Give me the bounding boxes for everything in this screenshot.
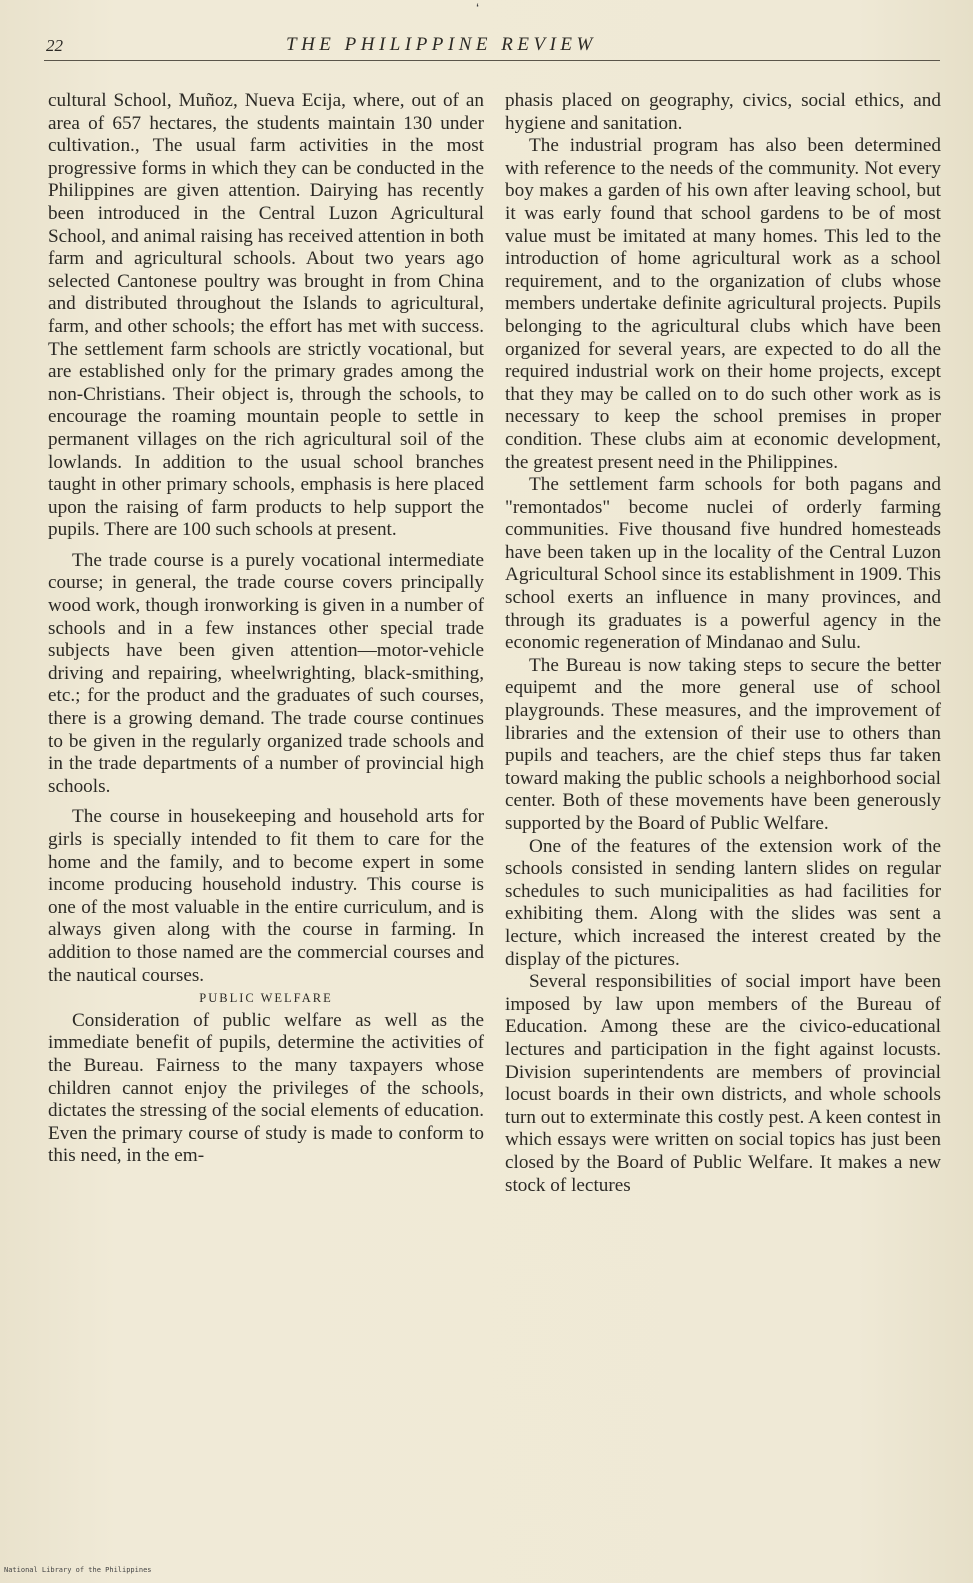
left-column <box>48 90 484 1168</box>
paragraph: phasis placed on geography, civics, social ethics, and hygiene and sanitation. <box>505 90 941 134</box>
paragraph: cultural School, Muñoz, Nueva Ecija, where, out of an area of 657 hectares, the students maintain 130 under cultivation., The usual farm activities in the most progressive forms in which they can be conducted in the Philippines are given attention. Dairying has recently been introduced in the Central Luzon Agricultural School, and animal raising has received attention in both farm and agricultural schools. About two years ago selected Cantonese poultry was brought in from China and distributed throughout the Islands to agricultural, farm, and other schools; the effort has met with success. The settlement farm schools are strictly vocational, but are established only for the primary grades among the non-Christians. Their object is, through the schools, to encourage the roaming mountain people to settle in permanent villages on the rich agricultural soil of the lowlands. In addition to the usual school branches taught in other primary schools, emphasis is here placed upon the raising of farm products to help support the pupils. There are 100 such schools at present. <box>48 90 484 541</box>
paragraph: Consideration of public welfare as well as the immediate benefit of pupils, determine the activities of the Bureau. Fairness to the many taxpayers whose children cannot enjoy the privileges of the schools, dictates the stressing of the social elements of education. Even the primary course of study is made to conform to this need, in the em- <box>48 1009 484 1167</box>
paragraph: The Bureau is now taking steps to secure the better equipemt and the more general use of school playgrounds. These measures, and the improvement of libraries and the extension of their use to others than pupils and teachers, are the chief steps thus far taken toward making the public schools a neighborhood social center. Both of these movements have been generously supported by the Board of Public Welfare. <box>505 654 941 834</box>
page-header <box>44 34 940 61</box>
scan-mark: ‘ <box>476 0 480 16</box>
right-column <box>505 90 941 1197</box>
paragraph: The course in housekeeping and household arts for girls is specially intended to fit them to care for the home and the family, and to become expert in some income producing household industry. This course is one of the most valuable in the entire curriculum, and is always given along with the course in farming. In addition to those named are the commercial courses and the nautical courses. <box>48 806 484 986</box>
page-number: 22 <box>46 36 63 55</box>
paragraph: The trade course is a purely vocational intermediate course; in general, the trade course covers principally wood work, though ironworking is given in a number of schools and in a few instances other special trade subjects have been given attention—motor-vehicle driving and repairing, wheelwrighting, black-smithing, etc.; for the product and the graduates of such courses, there is a growing demand. The trade course continues to be given in the regularly organized trade schools and in the trade departments of a number of provincial high schools. <box>48 549 484 797</box>
paragraph: The industrial program has also been determined with reference to the needs of the community. Not every boy makes a garden of his own after leaving school, but it was early found that school gardens to be of most value must be imitated at many homes. This led to the introduction of home agricultural work as a school requirement, and to the organization of clubs whose members undertake definite agricultural projects. Pupils belonging to the agricultural clubs which have been organized for several years, are expected to do all the required industrial work on their home projects, except that they may be called on to do such other work as is necessary to keep the school premises in proper condition. These clubs aim at economic development, the greatest present need in the Philippines. <box>505 135 941 473</box>
paragraph: Several responsibilities of social import have been imposed by law upon members of the Bureau of Education. Among these are the civico-educational lectures and participation in the fight against locusts. Division superintendents are members of provincial locust boards in their own districts, and whole schools turn out to exterminate this costly pest. A keen contest in which essays were written on social topics has just been closed by the Board of Public Welfare. It makes a new stock of lectures <box>505 971 941 1196</box>
paragraph: The settlement farm schools for both pagans and "remontados" become nuclei of orderly farming communities. Five thousand five hundred homesteads have been taken up in the locality of the Central Luzon Agricultural School since its establishment in 1909. This school exerts an influence in many provinces, and through its graduates is a powerful agency in the economic regeneration of Mindanao and Sulu. <box>505 474 941 654</box>
footer-credit: National Library of the Philippines <box>4 1566 152 1574</box>
running-head: THE PHILIPPINE REVIEW <box>286 34 597 55</box>
paragraph: One of the features of the extension work of the schools consisted in sending lantern slides on regular schedules to such municipalities as had facilities for exhibiting them. Along with the slides was sent a lecture, which increased the interest created by the display of the pictures. <box>505 835 941 970</box>
section-heading: PUBLIC WELFARE <box>199 991 333 1006</box>
